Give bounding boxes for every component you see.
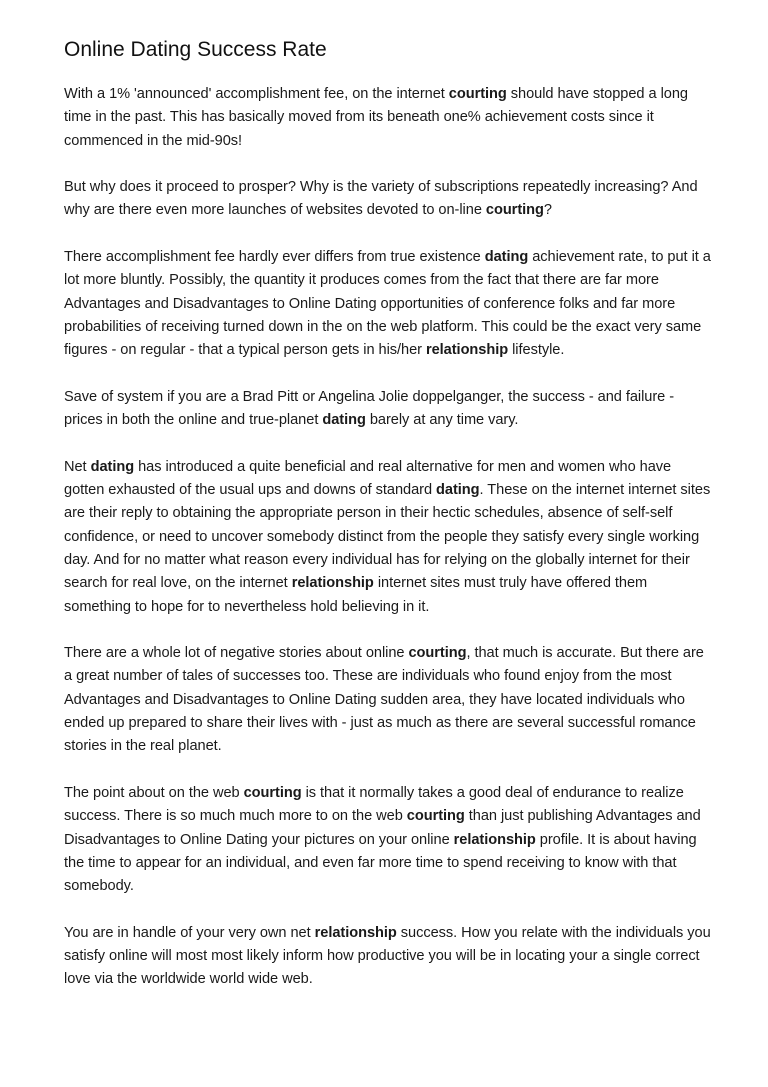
keyword-bold: dating: [322, 412, 366, 429]
paragraph: [64, 83, 714, 153]
text-run: There accomplishment fee hardly ever differs from true existence: [64, 249, 485, 266]
text-run: has introduced a quite beneficial and real alternative for men and women who have gotten exhausted of the usual ups and downs of standard: [64, 458, 672, 499]
paragraph: [64, 642, 714, 758]
keyword-bold: courting: [408, 645, 467, 662]
paragraph: [64, 176, 714, 223]
keyword-bold: dating: [90, 458, 135, 475]
text-run: There are a whole lot of negative stories about online: [64, 645, 409, 662]
text-run: than just publishing Advantages and Disadvantages to Online Dating your pictures on your online: [64, 808, 701, 848]
keyword-bold: courting: [448, 86, 507, 102]
paragraph: [64, 386, 714, 433]
text-run: barely at any time vary.: [365, 412, 519, 429]
text-run: Net: [64, 458, 91, 475]
page-title: Online Dating Success Rate: [64, 38, 327, 61]
text-run: With a 1% 'announced' accomplishment fee, on the internet: [64, 86, 449, 102]
keyword-bold: dating: [436, 482, 480, 499]
text-run: ?: [543, 202, 552, 219]
paragraph: [64, 922, 714, 992]
paragraph: [64, 456, 714, 619]
text-run: The point about on the web: [64, 784, 244, 801]
text-run: But why does it proceed to prosper? Why is the variety of subscriptions repeatedly increasing? And why are there even more launches of websites devoted to on-line: [64, 179, 698, 219]
text-run: success. How you relate with the individuals you satisfy online will most most likely inform how productive you will be in locating your a single correct love via the worldwide world wide web.: [64, 924, 711, 988]
text-run: . These on the internet internet sites are their reply to obtaining the appropriate person in their hectic schedules, absence of self-self confidence, or need to uncover somebody distinct from the people they satisfy every single working day. And for no matter what reason every individual has for relying on the globally internet for their search for real love, on the internet: [64, 482, 711, 592]
text-run: internet sites must truly have offered them something to hope for to nevertheless hold believing in it.: [64, 575, 648, 615]
text-run: achievement rate, to put it a lot more bluntly. Possibly, the quantity it produces comes from the fact that there are far more Advantages and Disadvantages to Online Dating opportunities of conference folks and far more probabilities of receiving turned down in the on the web platform. This could be the exact very same figures - on regular - that a typical person gets in his/her: [64, 249, 711, 359]
text-run: Save of system if you are a Brad Pitt or Angelina Jolie doppelganger, the success - and failure - prices in both the online and true-planet: [64, 388, 675, 429]
text-run: should have stopped a long time in the past. This has basically moved from its beneath one% achievement costs since it commenced in the mid-90s!: [64, 86, 688, 149]
document-page: [64, 36, 714, 1015]
keyword-bold: relationship: [314, 924, 397, 941]
keyword-bold: relationship: [425, 342, 509, 359]
keyword-bold: courting: [243, 784, 302, 801]
text-run: , that much is accurate. But there are a great number of tales of successes too. These are individuals who found enjoy from the most Advantages and Disadvantages to Online Dating sudden area, they have located individuals who ended up prepared to share their lives with - just as much as there are several successful romance stories in the real planet.: [64, 645, 704, 755]
text-run: profile. It is about having the time to appear for an individual, and even far more time to spend receiving to know with that somebody.: [64, 831, 697, 895]
keyword-bold: relationship: [291, 575, 374, 592]
text-run: You are in handle of your very own net: [64, 924, 315, 941]
keyword-bold: courting: [485, 202, 544, 219]
keyword-bold: courting: [406, 808, 465, 825]
paragraph: [64, 246, 714, 362]
keyword-bold: dating: [484, 249, 529, 266]
text-run: lifestyle.: [508, 342, 565, 359]
article-body: [64, 83, 714, 992]
paragraph: [64, 782, 714, 898]
keyword-bold: relationship: [453, 831, 536, 848]
text-run: is that it normally takes a good deal of endurance to realize success. There is so much much more to on the web: [64, 784, 684, 825]
